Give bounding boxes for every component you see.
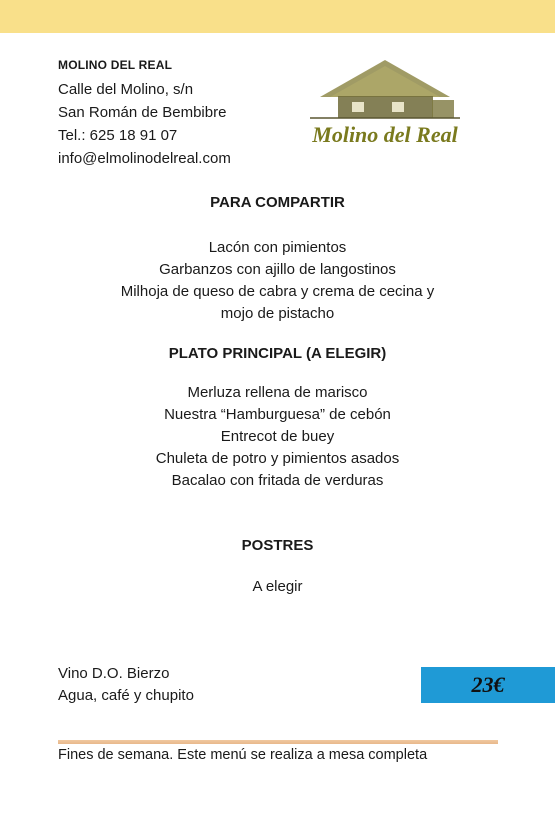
section-title: PARA COMPARTIR (210, 194, 345, 211)
price-badge (421, 667, 555, 703)
email-line: info@elmolinodelreal.com (58, 150, 231, 167)
menu-item: Merluza rellena de marisco (187, 384, 368, 401)
section-plato-principal (0, 345, 555, 492)
menu-item: Entrecot de buey (220, 428, 335, 445)
phone-line: Tel.: 625 18 91 07 (58, 127, 178, 144)
menu-item: Garbanzos con ajillo de langostinos (159, 261, 396, 278)
menu-item: Nuestra “Hamburguesa” de cebón (164, 406, 391, 423)
top-color-band (0, 0, 555, 33)
drink-line: Vino D.O. Bierzo (58, 665, 170, 682)
section-para-compartir (0, 194, 555, 325)
divider (58, 740, 498, 744)
section-title: POSTRES (241, 537, 314, 554)
section-postres (0, 537, 555, 598)
address-line: San Román de Bembibre (58, 104, 227, 121)
mill-house-icon (300, 52, 470, 122)
menu-items (0, 382, 555, 492)
restaurant-name: MOLINO DEL REAL (58, 58, 173, 72)
menu-item: Bacalao con fritada de verduras (171, 472, 384, 489)
price-value: 23€ (471, 672, 505, 697)
logo-text: Molino del Real (312, 122, 458, 147)
menu-item: Chuleta de potro y pimientos asados (155, 450, 400, 467)
drink-line: Agua, café y chupito (58, 687, 194, 704)
restaurant-info (58, 58, 308, 170)
menu-item: mojo de pistacho (220, 305, 335, 322)
menu-item: Lacón con pimientos (208, 239, 347, 256)
footer-note: Fines de semana. Este menú se realiza a mesa completa (58, 747, 428, 763)
restaurant-logo (300, 52, 470, 152)
menu-item: A elegir (252, 578, 303, 595)
address-line: Calle del Molino, s/n (58, 81, 194, 98)
menu-item: Milhoja de queso de cabra y crema de cecina y (120, 283, 435, 300)
section-title: PLATO PRINCIPAL (A ELEGIR) (168, 345, 387, 362)
menu-items (0, 576, 555, 598)
drinks-info (58, 663, 194, 707)
menu-items (0, 237, 555, 325)
